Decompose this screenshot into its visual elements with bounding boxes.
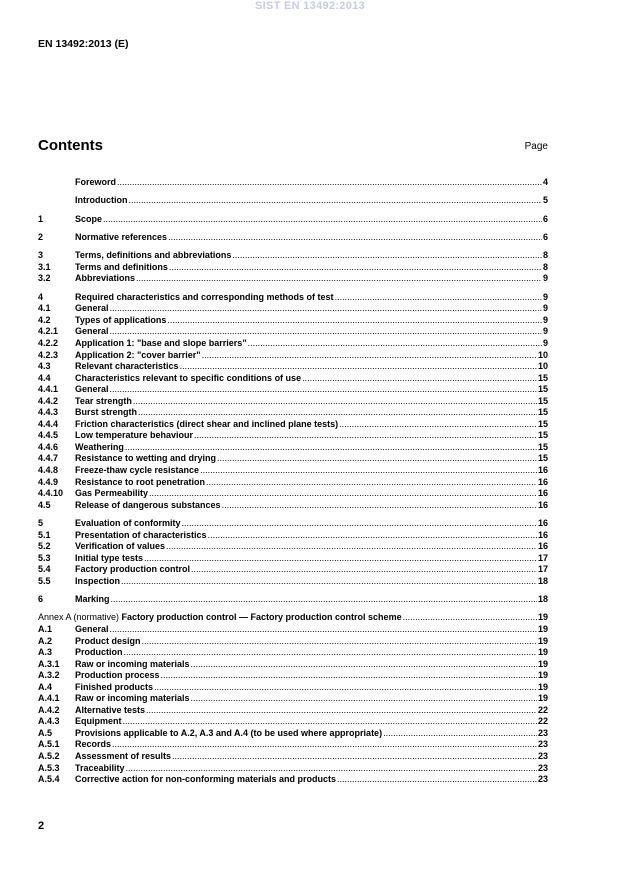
toc-entry[interactable] (38, 693, 548, 705)
toc-entry[interactable] (38, 636, 548, 648)
toc-entry[interactable] (38, 488, 548, 500)
toc-entry[interactable] (38, 763, 548, 775)
toc-dot-leader (202, 350, 537, 362)
toc-dot-leader (191, 564, 537, 576)
toc-entry-number: A.5.2 (38, 750, 60, 761)
toc-entry[interactable] (38, 465, 548, 477)
toc-dot-leader (112, 739, 537, 751)
toc-entry-title: Corrective action for non-conforming materials and products (75, 774, 337, 785)
toc-entry[interactable] (38, 373, 548, 385)
toc-entry[interactable] (38, 350, 548, 362)
toc-entry[interactable] (38, 659, 548, 671)
toc-entry[interactable] (38, 612, 548, 624)
toc-entry-page: 6 (542, 213, 548, 224)
toc-dot-leader (136, 273, 542, 285)
toc-entry-title: Friction characteristics (direct shear and inclined plane tests) (75, 418, 339, 429)
toc-entry-title: General (75, 384, 109, 395)
toc-entry-page: 16 (537, 518, 548, 528)
toc-entry-number: 4.4.8 (38, 465, 59, 476)
toc-entry[interactable] (38, 716, 548, 728)
toc-entry-number: 5.4 (38, 564, 51, 575)
toc-entry-title: Marking (75, 594, 110, 605)
toc-entry-page: 17 (537, 552, 548, 563)
toc-entry-title: Factory production control (75, 564, 191, 575)
toc-entry-title: Production process (75, 670, 160, 681)
toc-entry-number: 4.3 (38, 361, 51, 372)
toc-entry-page: 18 (537, 594, 548, 605)
toc-entry-title: Finished products (75, 681, 154, 692)
toc-dot-leader (121, 576, 537, 588)
toc-entry-page: 23 (537, 762, 548, 773)
toc-entry[interactable] (38, 384, 548, 396)
toc-entry-title: Application 1: "base and slope barriers" (75, 338, 247, 348)
toc-dot-leader (111, 594, 537, 606)
toc-dot-leader (168, 232, 542, 244)
toc-entry[interactable] (38, 315, 548, 327)
toc-entry[interactable] (38, 396, 548, 408)
toc-entry-page: 10 (537, 361, 548, 372)
toc-dot-leader (208, 530, 537, 542)
toc-entry-title: Normative references (75, 232, 168, 243)
toc-entry-number: 4.4.9 (38, 476, 59, 487)
toc-entry[interactable] (38, 453, 548, 465)
toc-entry-number: A.4.2 (38, 704, 60, 715)
toc-entry-page: 19 (537, 693, 548, 704)
toc-entry-page: 22 (537, 716, 548, 727)
toc-entry[interactable] (38, 419, 548, 431)
toc-entry-page: 19 (537, 612, 548, 623)
toc-entry-number: A.4.3 (38, 716, 60, 727)
toc-entry-page: 16 (537, 499, 548, 510)
toc-entry-number: A.2 (38, 635, 53, 646)
toc-entry-title: Release of dangerous substances (75, 499, 221, 510)
toc-entry-number: 4.4.1 (38, 384, 59, 395)
toc-entry-title: Inspection (75, 575, 121, 586)
toc-entry-page: 16 (537, 465, 548, 476)
toc-dot-leader (191, 659, 537, 671)
toc-entry[interactable] (38, 576, 548, 588)
toc-entry-number: 5 (38, 518, 44, 528)
toc-entry-number: 6 (38, 594, 44, 605)
page-number: 2 (38, 820, 45, 832)
toc-entry-number: 4.4.6 (38, 441, 59, 452)
toc-dot-leader (403, 612, 537, 624)
toc-entry[interactable] (38, 530, 548, 542)
toc-entry-page: 19 (537, 670, 548, 681)
toc-entry[interactable] (38, 326, 548, 338)
toc-entry[interactable] (38, 647, 548, 659)
toc-entry-number: 4.4 (38, 372, 51, 383)
toc-dot-leader (103, 214, 542, 226)
toc-dot-leader (154, 682, 537, 694)
toc-entry[interactable] (38, 232, 548, 244)
toc-entry-number: 4.1 (38, 303, 51, 314)
toc-entry-page: 9 (542, 338, 548, 348)
toc-entry-title: Initial type tests (75, 552, 144, 563)
toc-dot-leader (194, 430, 537, 442)
toc-entry-page: 5 (542, 195, 548, 206)
toc-entry-title: Traceability (75, 762, 125, 773)
toc-dot-leader (337, 774, 537, 786)
toc-entry-title: Freeze-thaw cycle resistance (75, 465, 200, 476)
toc-entry[interactable] (38, 728, 548, 740)
toc-entry[interactable] (38, 564, 548, 576)
toc-entry-number: 1 (38, 213, 44, 224)
toc-entry-title: Introduction (75, 195, 128, 206)
toc-entry[interactable] (38, 292, 548, 304)
toc-dot-leader (126, 763, 537, 775)
toc-dot-leader (146, 705, 537, 717)
toc-entry-page: 23 (537, 750, 548, 761)
toc-dot-leader (302, 373, 537, 385)
toc-entry[interactable] (38, 670, 548, 682)
toc-entry[interactable] (38, 262, 548, 274)
toc-entry-title: Product design (75, 635, 141, 646)
toc-entry-page: 6 (542, 232, 548, 243)
toc-entry[interactable] (38, 477, 548, 489)
toc-entry-number: A.5.3 (38, 762, 60, 773)
toc-entry-title: Types of applications (75, 314, 167, 325)
toc-dot-leader (110, 624, 537, 636)
toc-entry-title: Presentation of characteristics (75, 529, 207, 540)
toc-entry-title: Production (75, 647, 123, 658)
toc-entry[interactable] (38, 500, 548, 512)
toc-entry-title: Required characteristics and corresponding methods of test (75, 291, 334, 302)
toc-dot-leader (339, 419, 537, 431)
toc-dot-leader (124, 647, 537, 659)
toc-entry-page: 8 (542, 250, 548, 261)
toc-dot-leader (110, 303, 542, 315)
toc-entry-page: 9 (542, 303, 548, 314)
toc-dot-leader (110, 384, 537, 396)
toc-dot-leader (149, 488, 537, 500)
toc-entry-number: A.5.4 (38, 774, 60, 785)
toc-entry-page: 18 (537, 575, 548, 586)
toc-entry-page: 9 (542, 314, 548, 325)
toc-entry-number: 4.4.3 (38, 407, 59, 418)
toc-dot-leader (172, 751, 537, 763)
toc-entry[interactable] (38, 442, 548, 454)
table-of-contents (38, 177, 548, 786)
toc-entry-title: Alternative tests (75, 704, 146, 715)
toc-entry-title: Records (75, 739, 112, 750)
toc-entry[interactable] (38, 177, 548, 189)
toc-entry-number: A.1 (38, 623, 53, 634)
toc-entry-title: Raw or incoming materials (75, 693, 190, 704)
toc-entry-number: A.4 (38, 681, 53, 692)
toc-entry-number: A.4.1 (38, 693, 60, 704)
toc-entry[interactable] (38, 624, 548, 636)
toc-entry-page: 15 (537, 430, 548, 441)
toc-entry[interactable] (38, 250, 548, 262)
toc-entry-page: 9 (542, 326, 548, 337)
toc-entry-number: 3 (38, 250, 44, 261)
toc-entry-page: 16 (537, 529, 548, 540)
toc-entry[interactable] (38, 541, 548, 553)
toc-dot-leader (110, 326, 542, 338)
toc-entry-page: 9 (542, 291, 548, 302)
toc-entry-number: 4.4.2 (38, 395, 59, 406)
toc-entry[interactable] (38, 338, 548, 350)
toc-dot-leader (191, 693, 537, 705)
toc-dot-leader (161, 670, 537, 682)
toc-entry-title: Terms and definitions (75, 261, 168, 272)
toc-entry-number: 5.5 (38, 575, 51, 586)
toc-dot-leader (129, 195, 542, 207)
toc-entry-number: 5.3 (38, 552, 51, 563)
toc-entry-page: 9 (542, 273, 548, 284)
toc-dot-leader (335, 292, 542, 304)
toc-entry-title (38, 612, 402, 624)
toc-entry-number: A.3.2 (38, 670, 60, 681)
toc-entry-number: 4.5 (38, 499, 51, 510)
toc-entry[interactable] (38, 774, 548, 786)
toc-dot-leader (248, 338, 542, 350)
toc-dot-leader (125, 442, 537, 454)
toc-entry[interactable] (38, 553, 548, 565)
toc-entry-title: Equipment (75, 716, 122, 727)
toc-entry-title: Characteristics relevant to specific conditions of use (75, 372, 302, 383)
toc-dot-leader (222, 500, 537, 512)
toc-entry-page: 19 (537, 623, 548, 634)
toc-entry-page: 23 (537, 727, 548, 738)
toc-entry-title: Gas Permeability (75, 488, 149, 499)
toc-dot-leader (182, 518, 537, 530)
toc-entry-number: 4.4.7 (38, 453, 59, 464)
toc-dot-leader (133, 396, 537, 408)
toc-entry[interactable] (38, 273, 548, 285)
toc-entry[interactable] (38, 214, 548, 226)
toc-entry-title: Foreword (75, 177, 117, 187)
toc-dot-leader (123, 716, 537, 728)
toc-dot-leader (166, 541, 537, 553)
toc-entry-title: Weathering (75, 441, 124, 452)
toc-entry-number: 2 (38, 232, 44, 243)
toc-entry-page: 10 (537, 349, 548, 360)
toc-entry-number: A.3 (38, 647, 53, 658)
toc-entry-title: Verification of values (75, 541, 166, 552)
toc-entry[interactable] (38, 407, 548, 419)
toc-entry-title: Relevant characteristics (75, 361, 179, 372)
toc-entry-title: Terms, definitions and abbreviations (75, 250, 232, 261)
toc-entry-number: 4.2 (38, 314, 51, 325)
toc-entry[interactable] (38, 682, 548, 694)
toc-dot-leader (383, 728, 537, 740)
toc-entry-number: 4.4.4 (38, 418, 59, 429)
toc-entry-number: 4.4.10 (38, 488, 64, 499)
toc-entry-page: 15 (537, 372, 548, 383)
toc-entry-number: 5.1 (38, 529, 51, 540)
contents-title: Contents (38, 137, 103, 154)
toc-entry[interactable] (38, 739, 548, 751)
toc-entry-page: 15 (537, 384, 548, 395)
toc-dot-leader (206, 477, 537, 489)
toc-dot-leader (142, 636, 537, 648)
toc-entry-title: Raw or incoming materials (75, 658, 190, 669)
toc-entry-title: Resistance to root penetration (75, 476, 206, 487)
toc-entry-title: Low temperature behaviour (75, 430, 194, 441)
toc-entry-title: General (75, 303, 109, 314)
toc-entry-number: 4.2.3 (38, 349, 59, 360)
document-id: EN 13492:2013 (E) (38, 38, 129, 50)
toc-entry-page: 16 (537, 488, 548, 499)
toc-entry-page: 23 (537, 774, 548, 785)
toc-dot-leader (117, 177, 542, 189)
toc-entry-page: 16 (537, 476, 548, 487)
toc-entry-page: 8 (542, 261, 548, 272)
toc-entry-title: Resistance to wetting and drying (75, 453, 217, 464)
toc-entry[interactable] (38, 518, 548, 530)
toc-entry-number: 4.4.5 (38, 430, 59, 441)
toc-entry-title: Tear strength (75, 395, 132, 406)
toc-entry-number: A.3.1 (38, 658, 60, 669)
toc-entry-number: 3.1 (38, 261, 51, 272)
toc-dot-leader (138, 407, 537, 419)
toc-entry-title: Burst strength (75, 407, 138, 418)
toc-entry[interactable] (38, 751, 548, 763)
toc-dot-leader (169, 262, 542, 274)
toc-entry-title: Application 2: "cover barrier" (75, 349, 201, 360)
toc-entry[interactable] (38, 361, 548, 373)
toc-entry-number: A.5.1 (38, 739, 60, 750)
toc-entry-page: 19 (537, 647, 548, 658)
toc-entry[interactable] (38, 430, 548, 442)
toc-entry-page: 15 (537, 407, 548, 418)
toc-entry-annex-title: Factory production control — Factory production control scheme (121, 612, 402, 623)
toc-entry[interactable] (38, 195, 548, 207)
toc-entry-number: 4 (38, 291, 44, 302)
toc-entry-number: 5.2 (38, 541, 51, 552)
toc-entry[interactable] (38, 705, 548, 717)
toc-entry-page: 19 (537, 658, 548, 669)
toc-entry-number: 3.2 (38, 273, 51, 284)
toc-entry-number: 4.2.1 (38, 326, 59, 337)
toc-entry-page: 17 (537, 564, 548, 575)
toc-entry-title: Abbreviations (75, 273, 136, 284)
toc-entry-number: A.5 (38, 727, 53, 738)
toc-entry-title: General (75, 326, 109, 337)
toc-entry-page: 15 (537, 418, 548, 429)
toc-entry-title: Evaluation of conformity (75, 518, 181, 528)
page-column-label: Page (524, 141, 548, 152)
toc-entry-title: Scope (75, 213, 103, 224)
toc-entry-page: 4 (542, 177, 548, 187)
toc-dot-leader (144, 553, 537, 565)
toc-entry-page: 15 (537, 441, 548, 452)
toc-dot-leader (167, 315, 542, 327)
watermark: SIST EN 13492:2013 (255, 0, 365, 12)
toc-entry-page: 16 (537, 541, 548, 552)
toc-entry-number: 4.2.2 (38, 338, 59, 348)
toc-dot-leader (232, 250, 542, 262)
toc-entry-page: 15 (537, 395, 548, 406)
toc-entry-title: Provisions applicable to A.2, A.3 and A.4 (to be used where appropriate) (75, 727, 383, 738)
toc-dot-leader (217, 453, 537, 465)
toc-dot-leader (180, 361, 537, 373)
toc-entry[interactable] (38, 303, 548, 315)
toc-entry-page: 19 (537, 681, 548, 692)
toc-entry-page: 19 (537, 635, 548, 646)
toc-entry-page: 15 (537, 453, 548, 464)
toc-entry-annex-prefix: Annex A (normative) (38, 612, 122, 623)
toc-entry-page: 22 (537, 704, 548, 715)
toc-dot-leader (200, 465, 537, 477)
toc-entry-title: Assessment of results (75, 750, 172, 761)
toc-entry[interactable] (38, 594, 548, 606)
toc-entry-page: 23 (537, 739, 548, 750)
toc-entry-title: General (75, 623, 109, 634)
